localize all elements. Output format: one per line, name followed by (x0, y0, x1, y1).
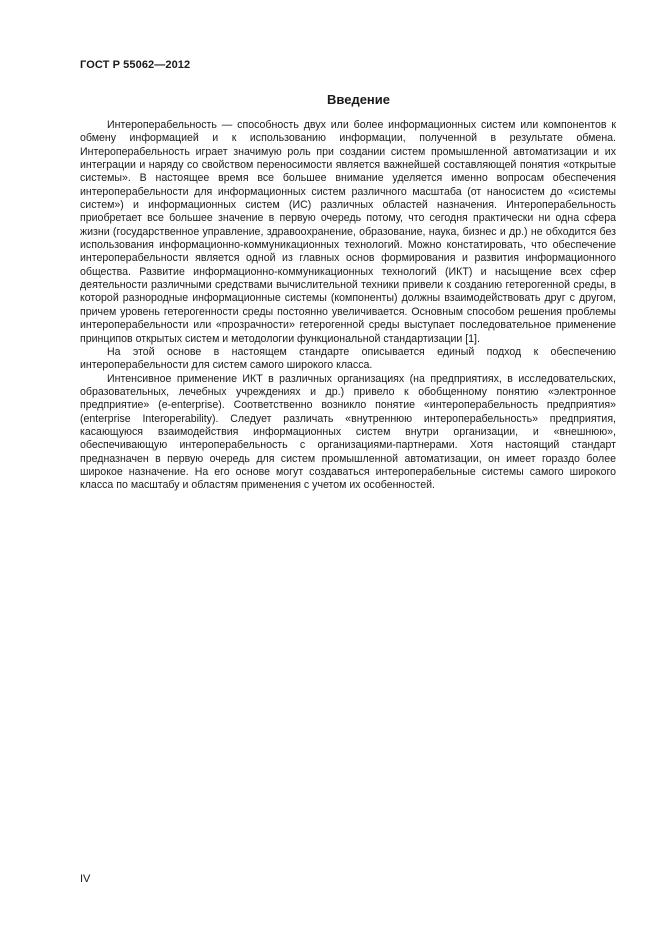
standard-id: ГОСТ Р 55062—2012 (80, 59, 191, 71)
paragraph-1: Интероперабельность — способность двух или более информационных систем или компонентов к обмену информацией и к использованию информации, полученной в результате обмена. Интероперабельность играет значимую роль при создании систем промышленной автоматизации и их интеграции и наряду со свойством переносимости является важнейшей составляющей понятия «открытые системы». В настоящее время все большее внимание уделяется именно вопросам обеспечения интероперабельности для информационных систем различного масштаба (от наносистем до «системы систем») и информационных систем (ИС) различных областей назначения. Интероперабельность приобретает все большее значение в первую очередь потому, что сегодня практически ни одна сфера жизни (государственное управление, здравоохранение, образование, наука, бизнес и др.) не обходится без использования информационно-коммуникационных технологий. Можно констатировать, что обеспечение интероперабельности является одной из главных основ формирования и развития информационного общества. Развитие информационно-коммуникационных технологий (ИКТ) и насыщение всех сфер деятельности различными средствами вычислительной техники привели к созданию гетерогенной среды, в которой разнородные информационные системы (компоненты) должны взаимодействовать друг с другом, причем уровень гетерогенности среды постоянно увеличивается. Основным способом решения проблемы интероперабельности или «прозрачности» гетерогенной среды выступает последовательное применение принципов открытых систем и методологии функциональной стандартизации [1]. (80, 119, 616, 345)
paragraph-2: На этой основе в настоящем стандарте описывается единый подход к обеспечению интероперабельности для систем самого широкого класса. (80, 345, 616, 372)
document-body (80, 119, 616, 493)
section-title: Введение (327, 92, 390, 107)
paragraph-3: Интенсивное применение ИКТ в различных организациях (на предприятиях, в исследовательских, образовательных, лечебных учреждениях и др.) привело к обобщенному понятию «электронное предприятие» (e-enterprise). Соответственно возникло понятие «интероперабельность предприятия» (enterprise Interoperability). Следует различать «внутреннюю интероперабельность» предприятия, касающуюся взаимодействия информационных систем внутри организации, и «внешнюю», обеспечивающую интероперабельность с организациями-партнерами. Хотя настоящий стандарт предназначен в первую очередь для систем промышленной автоматизации, он имеет гораздо более широкое назначение. На его основе могут создаваться интероперабельные системы самого широкого класса по масштабу и областям применения с учетом их особенностей. (80, 372, 616, 492)
page-number: IV (80, 873, 91, 885)
document-header (80, 59, 190, 71)
